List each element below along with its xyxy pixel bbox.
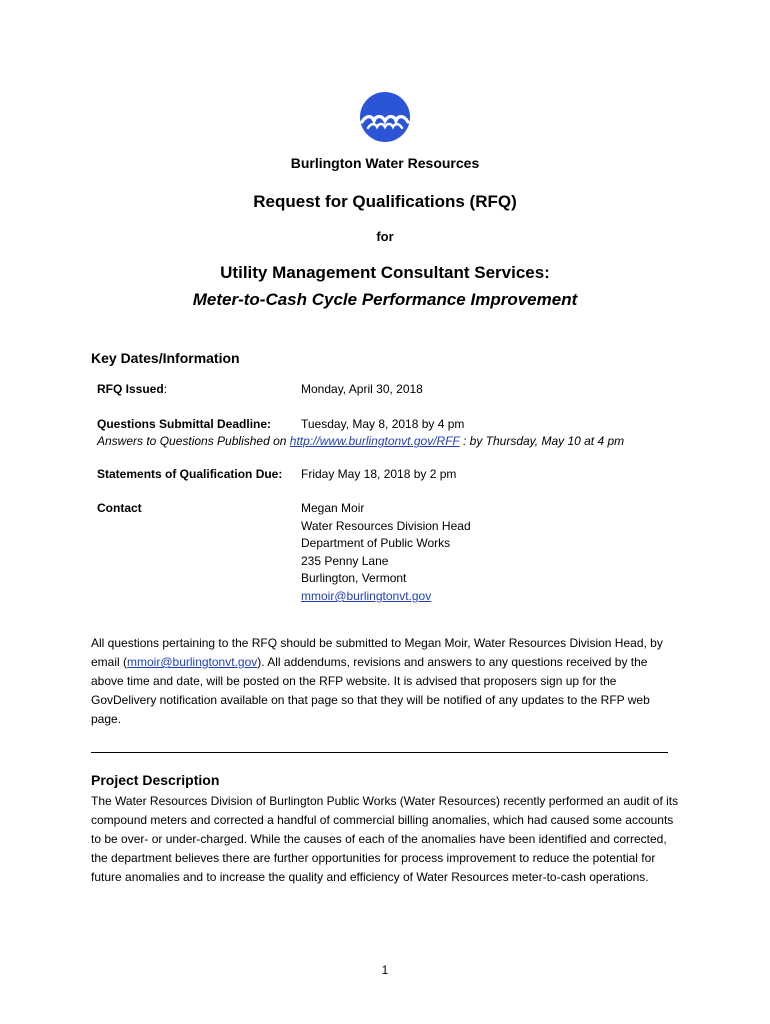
instructions-paragraph — [91, 634, 683, 729]
section-divider — [91, 752, 668, 753]
rfp-website-link[interactable]: http://www.burlingtonvt.gov/RFF — [289, 434, 460, 448]
rfq-issued-colon: : — [163, 382, 168, 396]
answers-note-prefix: Answers to Questions Published on — [97, 434, 290, 448]
contact-email-link[interactable]: mmoir@burlingtonvt.gov — [301, 588, 432, 603]
project-description-heading: Project Description — [91, 772, 220, 788]
contact-title: Water Resources Division Head — [301, 518, 471, 533]
key-dates-heading: Key Dates/Information — [91, 350, 240, 366]
contact-city: Burlington, Vermont — [301, 571, 407, 586]
for-label: for — [376, 229, 394, 244]
instructions-part2: ). All addendums, revisions and answers to any questions received by the above time and date, will be posted on the RFP website. It is advised that proposers sign up for the GovDelivery notification available on that page so that they will be notified of any updates to the RFP web page. — [91, 655, 650, 726]
organization-name: Burlington Water Resources — [290, 155, 480, 171]
instructions-email-link[interactable]: mmoir@burlingtonvt.gov — [127, 655, 258, 669]
contact-block — [301, 500, 471, 606]
answers-note-suffix: : by Thursday, May 10 at 4 pm — [459, 434, 625, 448]
rfq-issued-value: Monday, April 30, 2018 — [301, 382, 423, 396]
contact-label: Contact — [97, 501, 142, 515]
questions-deadline-value: Tuesday, May 8, 2018 by 4 pm — [301, 417, 465, 431]
service-subtitle: Meter-to-Cash Cycle Performance Improvement — [192, 290, 578, 309]
questions-deadline-label: Questions Submittal Deadline: — [97, 417, 272, 431]
project-description-body: The Water Resources Division of Burlington Public Works (Water Resources) recently performed an audit of its compound meters and corrected a handful of commercial billing anomalies, which had caused some accounts to be over- or under-charged. While the causes of each of the anomalies have been identified and corrected, the department believes there are further opportunities for process improvement to reduce the potential for future anomalies and to increase the quality and efficiency of Water Resources meter-to-cash operations. — [91, 794, 679, 884]
contact-name: Megan Moir — [301, 501, 365, 515]
document-title: Request for Qualifications (RFQ) — [253, 192, 517, 211]
water-waves-logo — [359, 91, 411, 143]
answers-published-note — [97, 434, 624, 448]
rfq-issued-label-text: RFQ Issued — [97, 382, 164, 396]
contact-street: 235 Penny Lane — [301, 553, 389, 568]
instructions-part1: All questions pertaining to the RFQ should be submitted to Megan Moir, Water Resources Division Head, by email ( — [91, 636, 663, 669]
rfq-issued-label — [97, 382, 167, 396]
page-number: 1 — [381, 963, 389, 977]
service-title: Utility Management Consultant Services: — [220, 263, 550, 282]
contact-department: Department of Public Works — [301, 536, 451, 551]
statements-due-value: Friday May 18, 2018 by 2 pm — [301, 467, 457, 481]
statements-due-label: Statements of Qualification Due: — [97, 467, 283, 481]
